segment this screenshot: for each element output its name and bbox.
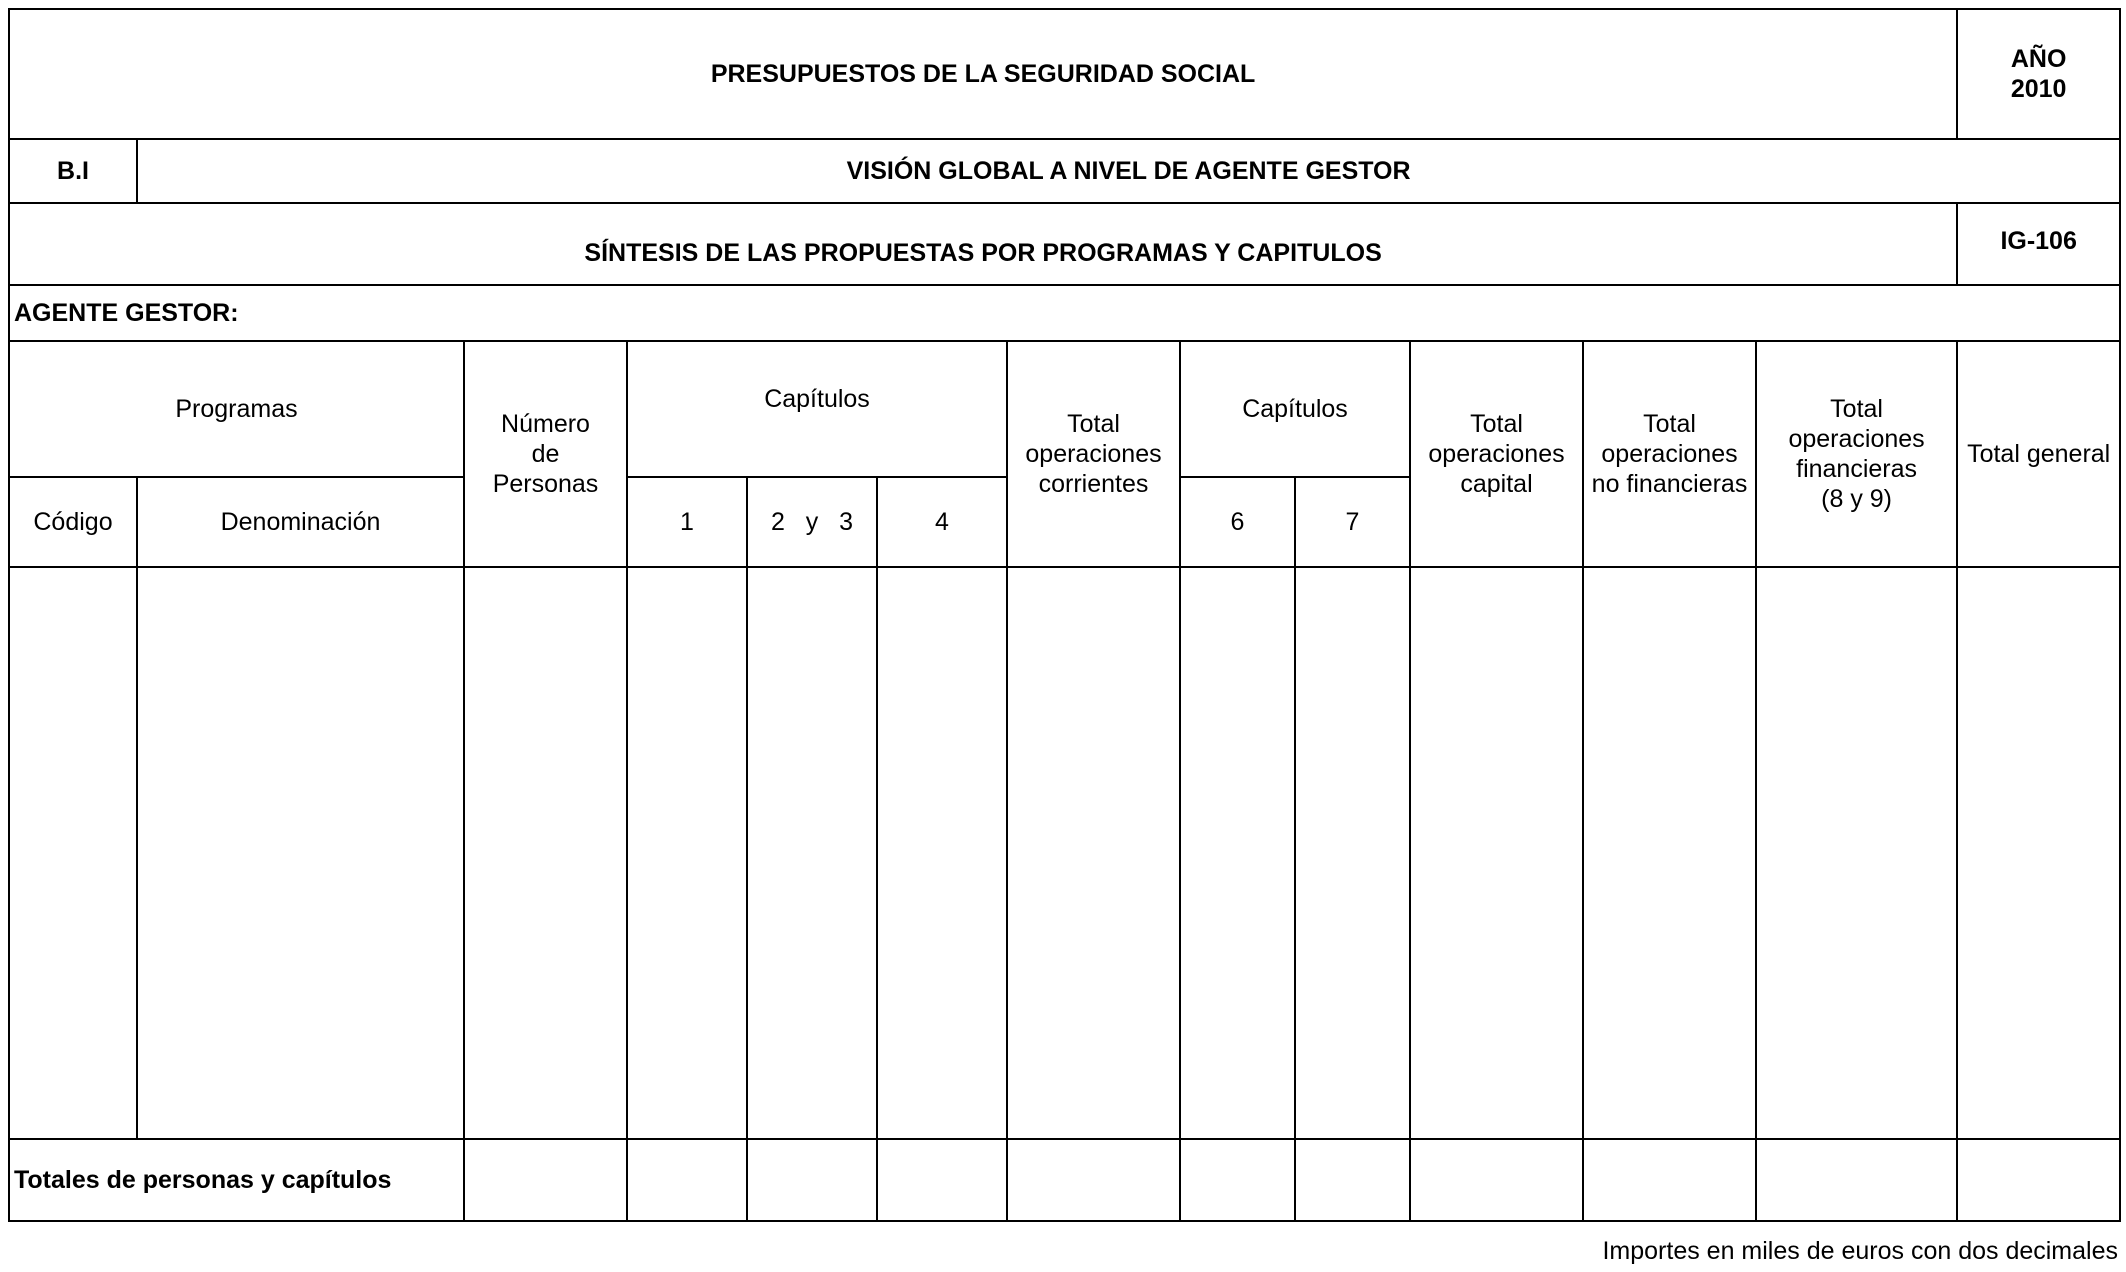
totals-row: [9, 1139, 2120, 1221]
header-total-no-financieras: [1583, 341, 1756, 567]
body-total-no-fin-cell[interactable]: [1583, 567, 1756, 1139]
body-personas-cell[interactable]: [464, 567, 627, 1139]
totals-personas-cell[interactable]: [464, 1139, 627, 1221]
header-total-no-fin-line2: operaciones: [1601, 440, 1738, 468]
totals-general-cell[interactable]: [1957, 1139, 2120, 1221]
header-cap-4: 4: [877, 477, 1007, 567]
footnote-units: Importes en miles de euros con dos decimales: [1602, 1237, 2118, 1265]
header-total-fin-line3: financieras: [1796, 455, 1918, 483]
header-total-general: Total general: [1957, 341, 2120, 567]
body-denominacion-cell[interactable]: [137, 567, 464, 1139]
header-total-corrientes-line1: Total: [1067, 410, 1120, 438]
header-cap-2y3: 2 y 3: [747, 477, 877, 567]
header-total-capital: [1410, 341, 1583, 567]
header-cap-6: 6: [1180, 477, 1295, 567]
header-total-corrientes-line2: operaciones: [1025, 440, 1162, 468]
totals-cap1-cell[interactable]: [627, 1139, 747, 1221]
body-cap6-cell[interactable]: [1180, 567, 1295, 1139]
form-title: PRESUPUESTOS DE LA SEGURIDAD SOCIAL: [9, 9, 1957, 139]
section-code: B.I: [9, 139, 137, 203]
totals-cap6-cell[interactable]: [1180, 1139, 1295, 1221]
section-title: VISIÓN GLOBAL A NIVEL DE AGENTE GESTOR: [137, 139, 2120, 203]
totals-fin-cell[interactable]: [1756, 1139, 1957, 1221]
totals-cap4-cell[interactable]: [877, 1139, 1007, 1221]
header-total-capital-line1: Total: [1470, 410, 1523, 438]
body-total-corrientes-cell[interactable]: [1007, 567, 1180, 1139]
header-denominacion: Denominación: [137, 477, 464, 567]
header-total-capital-line3: capital: [1460, 470, 1533, 498]
header-total-corrientes: [1007, 341, 1180, 567]
totals-capital-cell[interactable]: [1410, 1139, 1583, 1221]
agent-gestor-label: AGENTE GESTOR:: [9, 285, 2120, 341]
header-cap-1: 1: [627, 477, 747, 567]
header-numero-line1: Número: [501, 410, 590, 438]
header-cap-7: 7: [1295, 477, 1410, 567]
header-numero-line3: Personas: [492, 470, 599, 498]
year-label: AÑO: [2010, 45, 2067, 73]
header-capitulos-capital: Capítulos: [1180, 341, 1410, 477]
header-numero-line2: de: [531, 440, 560, 468]
body-total-general-cell[interactable]: [1957, 567, 2120, 1139]
header-total-fin-line4: (8 y 9): [1821, 485, 1892, 513]
body-cap4-cell[interactable]: [877, 567, 1007, 1139]
body-codigo-cell[interactable]: [9, 567, 137, 1139]
totals-corrientes-cell[interactable]: [1007, 1139, 1180, 1221]
header-capitulos-corrientes: Capítulos: [627, 341, 1007, 477]
year-value: 2010: [2010, 75, 2067, 103]
header-numero-personas: [464, 341, 627, 567]
budget-form-table: [8, 8, 2121, 1222]
body-cap2y3-cell[interactable]: [747, 567, 877, 1139]
totals-no-fin-cell[interactable]: [1583, 1139, 1756, 1221]
totals-cap2y3-cell[interactable]: [747, 1139, 877, 1221]
totals-label: Totales de personas y capítulos: [9, 1139, 464, 1221]
body-total-capital-cell[interactable]: [1410, 567, 1583, 1139]
header-total-no-fin-line1: Total: [1643, 410, 1696, 438]
data-body-row: [9, 567, 2120, 1139]
header-total-financieras: [1756, 341, 1957, 567]
totals-cap7-cell[interactable]: [1295, 1139, 1410, 1221]
header-total-fin-line2: operaciones: [1788, 425, 1925, 453]
form-subtitle: SÍNTESIS DE LAS PROPUESTAS POR PROGRAMAS Y CAPITULOS: [9, 203, 1957, 285]
header-programas: Programas: [9, 341, 464, 477]
body-total-fin-cell[interactable]: [1756, 567, 1957, 1139]
form-code: IG-106: [1957, 203, 2120, 285]
header-total-corrientes-line3: corrientes: [1038, 470, 1149, 498]
year-cell: [1957, 9, 2120, 139]
body-cap7-cell[interactable]: [1295, 567, 1410, 1139]
header-total-fin-line1: Total: [1830, 395, 1883, 423]
header-total-capital-line2: operaciones: [1428, 440, 1565, 468]
body-cap1-cell[interactable]: [627, 567, 747, 1139]
header-total-no-fin-line3: no financieras: [1591, 470, 1748, 498]
header-codigo: Código: [9, 477, 137, 567]
